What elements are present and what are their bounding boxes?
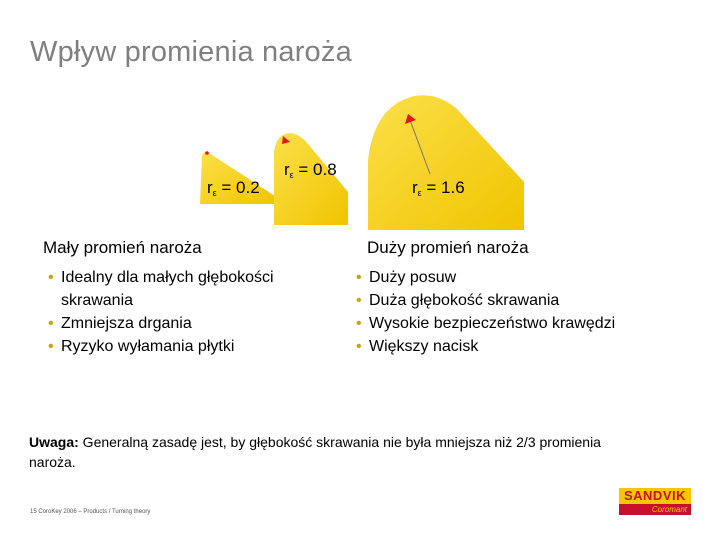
- insert-tip-large: [366, 90, 526, 230]
- radius-label-small: $r_\varepsilon = 0.2$: [207, 178, 260, 198]
- slide-title: Wpływ promienia naroża: [30, 36, 352, 68]
- footer-text: 15 CoroKey 2006 – Products / Turning theory: [30, 509, 151, 515]
- radius-label-medium: $r_\varepsilon = 0.8$: [284, 160, 337, 180]
- list-item: • Wysokie bezpieczeństwo krawędzi: [356, 312, 696, 335]
- list-item: • Idealny dla małych głębokości skrawania: [48, 266, 313, 312]
- radius-label-large: $r_\varepsilon = 1.6$: [412, 178, 465, 198]
- large-radius-list: [356, 266, 696, 358]
- note-body: Generalną zasadę jest, by głębokość skrawania nie była mniejsza niż 2/3 promienia naroża.: [29, 434, 601, 470]
- logo-sub: Coromant: [619, 504, 691, 515]
- small-radius-heading: Mały promień naroża: [43, 238, 202, 257]
- list-item: • Zmniejsza drgania: [48, 312, 313, 335]
- list-item: • Większy nacisk: [356, 335, 696, 358]
- sandvik-logo: [619, 488, 691, 516]
- radius-marker: [205, 151, 209, 155]
- list-item: • Ryzyko wyłamania płytki: [48, 335, 313, 358]
- note-label: Uwaga:: [29, 434, 79, 450]
- small-radius-list: [48, 266, 313, 358]
- large-radius-heading: Duży promień naroża: [367, 238, 529, 257]
- list-item: • Duża głębokość skrawania: [356, 289, 696, 312]
- logo-brand: SANDVIK: [619, 488, 691, 504]
- note-text: [29, 432, 629, 472]
- list-item: • Duży posuw: [356, 266, 696, 289]
